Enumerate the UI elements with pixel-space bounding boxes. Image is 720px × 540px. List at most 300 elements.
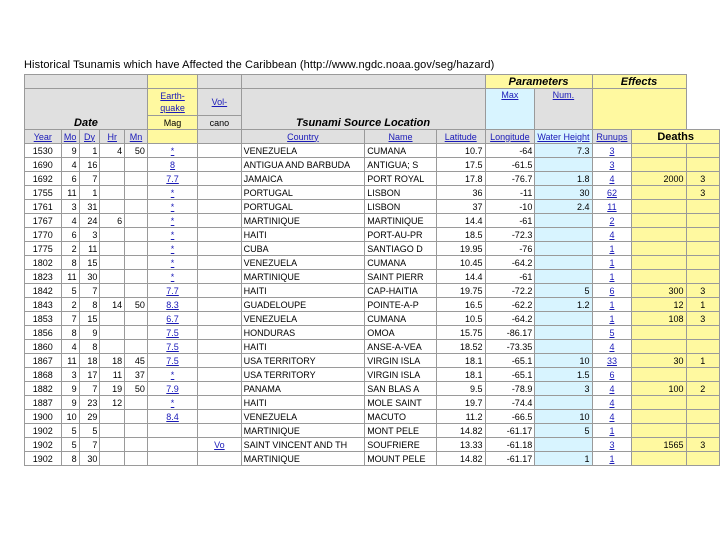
- cell-deaths-de: [686, 200, 719, 214]
- cell-year: 1530: [25, 144, 62, 158]
- cell-year: 1853: [25, 312, 62, 326]
- cell-vol-link: [198, 410, 241, 424]
- col-hr[interactable]: Hr: [100, 130, 125, 144]
- cell-longitude: -61.18: [485, 438, 535, 452]
- col-country[interactable]: Country: [241, 130, 365, 144]
- cell-mn: [125, 186, 148, 200]
- table-row: [25, 242, 720, 256]
- cell-country: GUADELOUPE: [241, 298, 365, 312]
- cell-year: 1843: [25, 298, 62, 312]
- cell-water-height: 3: [535, 382, 592, 396]
- table-row: [25, 158, 720, 172]
- col-latitude[interactable]: Latitude: [436, 130, 485, 144]
- cell-longitude: -76.7: [485, 172, 535, 186]
- cell-year: 1902: [25, 424, 62, 438]
- cell-deaths-num: [632, 214, 686, 228]
- cell-water-height: [535, 228, 592, 242]
- cell-year: 1868: [25, 368, 62, 382]
- cell-mn: 37: [125, 368, 148, 382]
- cell-mag-link[interactable]: *: [147, 200, 197, 214]
- cell-deaths-de: [686, 326, 719, 340]
- cell-runups-link[interactable]: 1: [592, 312, 632, 326]
- header-deaths: Deaths: [632, 130, 720, 144]
- col-vol-blank: [198, 130, 241, 144]
- cell-hr: [100, 270, 125, 284]
- cell-runups-link[interactable]: 1: [592, 424, 632, 438]
- cell-hr: 18: [100, 354, 125, 368]
- cell-mo: 4: [61, 214, 79, 228]
- cell-name: MONT PELE: [365, 424, 437, 438]
- cell-deaths-de: [686, 368, 719, 382]
- table-row: [25, 200, 720, 214]
- cell-mo: 10: [61, 410, 79, 424]
- cell-mag-link[interactable]: *: [147, 368, 197, 382]
- cell-mag-link[interactable]: *: [147, 228, 197, 242]
- cell-country: MARTINIQUE: [241, 452, 365, 466]
- cell-deaths-de: [686, 410, 719, 424]
- cell-dy: 1: [79, 186, 100, 200]
- cell-dy: 15: [79, 312, 100, 326]
- cell-hr: [100, 340, 125, 354]
- cell-hr: 14: [100, 298, 125, 312]
- cell-mag-link[interactable]: 7.9: [147, 382, 197, 396]
- cell-hr: [100, 438, 125, 452]
- cell-dy: 16: [79, 158, 100, 172]
- cell-runups-link[interactable]: 11: [592, 200, 632, 214]
- cell-dy: 23: [79, 396, 100, 410]
- cell-year: 1770: [25, 228, 62, 242]
- cell-longitude: -66.5: [485, 410, 535, 424]
- cell-longitude: -11: [485, 186, 535, 200]
- cell-deaths-num: [632, 144, 686, 158]
- cell-runups-link[interactable]: 5: [592, 326, 632, 340]
- cell-runups-link[interactable]: 1: [592, 256, 632, 270]
- cell-dy: 29: [79, 410, 100, 424]
- col-mn[interactable]: Mn: [125, 130, 148, 144]
- cell-country: HAITI: [241, 340, 365, 354]
- cell-runups-link[interactable]: 4: [592, 340, 632, 354]
- cell-deaths-de: [686, 144, 719, 158]
- cell-deaths-de: [686, 256, 719, 270]
- cell-deaths-num: [632, 228, 686, 242]
- cell-country: MARTINIQUE: [241, 270, 365, 284]
- cell-name: MOUNT PELE: [365, 452, 437, 466]
- cell-latitude: 14.4: [436, 214, 485, 228]
- cell-name: MACUTO: [365, 410, 437, 424]
- cell-deaths-de: 2: [686, 382, 719, 396]
- cell-mn: [125, 396, 148, 410]
- cell-mo: 2: [61, 242, 79, 256]
- cell-latitude: 19.7: [436, 396, 485, 410]
- cell-year: 1856: [25, 326, 62, 340]
- header-source-location: Tsunami Source Location: [241, 89, 485, 130]
- header-blank-date: [25, 75, 148, 89]
- cell-water-height: 5: [535, 424, 592, 438]
- header-num-link[interactable]: Num.: [535, 89, 592, 130]
- cell-year: 1860: [25, 340, 62, 354]
- cell-latitude: 10.5: [436, 312, 485, 326]
- cell-longitude: -65.1: [485, 354, 535, 368]
- cell-country: HONDURAS: [241, 326, 365, 340]
- cell-latitude: 13.33: [436, 438, 485, 452]
- cell-hr: [100, 158, 125, 172]
- header-parameters: Parameters: [485, 75, 592, 89]
- cell-mag-link[interactable]: *: [147, 186, 197, 200]
- cell-mag-link[interactable]: 7.5: [147, 340, 197, 354]
- table-row: [25, 298, 720, 312]
- header-volcano-link[interactable]: Vol-: [198, 89, 241, 116]
- cell-runups-link[interactable]: 4: [592, 228, 632, 242]
- cell-deaths-num: [632, 158, 686, 172]
- cell-mag-link[interactable]: 6.7: [147, 312, 197, 326]
- table-row: [25, 410, 720, 424]
- cell-country: HAITI: [241, 396, 365, 410]
- cell-mn: [125, 200, 148, 214]
- cell-runups-link[interactable]: 1: [592, 452, 632, 466]
- table-row: [25, 438, 720, 452]
- cell-year: 1823: [25, 270, 62, 284]
- cell-mag-link[interactable]: 7.7: [147, 172, 197, 186]
- cell-mag-link[interactable]: *: [147, 214, 197, 228]
- cell-mag-link[interactable]: *: [147, 256, 197, 270]
- cell-water-height: [535, 396, 592, 410]
- cell-latitude: 18.1: [436, 354, 485, 368]
- cell-longitude: -86.17: [485, 326, 535, 340]
- cell-mag-link[interactable]: *: [147, 242, 197, 256]
- cell-hr: [100, 424, 125, 438]
- cell-dy: 8: [79, 298, 100, 312]
- cell-deaths-num: [632, 340, 686, 354]
- cell-water-height: [535, 242, 592, 256]
- cell-mn: 50: [125, 144, 148, 158]
- cell-deaths-de: [686, 424, 719, 438]
- cell-mo: 3: [61, 368, 79, 382]
- header-blank-location: [241, 75, 485, 89]
- table-row: [25, 270, 720, 284]
- cell-latitude: 14.4: [436, 270, 485, 284]
- cell-deaths-num: [632, 424, 686, 438]
- cell-dy: 9: [79, 326, 100, 340]
- cell-country: MARTINIQUE: [241, 214, 365, 228]
- cell-longitude: -61.5: [485, 158, 535, 172]
- cell-mn: [125, 326, 148, 340]
- cell-latitude: 10.7: [436, 144, 485, 158]
- cell-mn: [125, 312, 148, 326]
- cell-mag-link[interactable]: *: [147, 396, 197, 410]
- cell-hr: 6: [100, 214, 125, 228]
- cell-mo: 11: [61, 186, 79, 200]
- cell-mn: 45: [125, 354, 148, 368]
- cell-runups-link[interactable]: 4: [592, 396, 632, 410]
- header-effects: Effects: [592, 75, 686, 89]
- cell-vol-link: [198, 326, 241, 340]
- header-effects-blank: [592, 89, 686, 130]
- cell-runups-link[interactable]: 4: [592, 410, 632, 424]
- cell-hr: [100, 256, 125, 270]
- col-name[interactable]: Name: [365, 130, 437, 144]
- cell-runups-link[interactable]: 1: [592, 242, 632, 256]
- cell-year: 1900: [25, 410, 62, 424]
- cell-vol-link: [198, 144, 241, 158]
- cell-hr: [100, 242, 125, 256]
- cell-mag-link[interactable]: 8.3: [147, 298, 197, 312]
- cell-deaths-num: 12: [632, 298, 686, 312]
- cell-country: CUBA: [241, 242, 365, 256]
- cell-mn: 50: [125, 382, 148, 396]
- cell-country: MARTINIQUE: [241, 424, 365, 438]
- cell-year: 1902: [25, 452, 62, 466]
- cell-name: PORT-AU-PR: [365, 228, 437, 242]
- cell-water-height: [535, 158, 592, 172]
- cell-name: SAINT PIERR: [365, 270, 437, 284]
- cell-vol-link: [198, 270, 241, 284]
- cell-mag-link: [147, 438, 197, 452]
- table-row: [25, 368, 720, 382]
- cell-mag-link[interactable]: 8: [147, 158, 197, 172]
- cell-vol-link: [198, 200, 241, 214]
- cell-vol-link: [198, 172, 241, 186]
- cell-vol-link: [198, 382, 241, 396]
- table-row: [25, 326, 720, 340]
- cell-longitude: -10: [485, 200, 535, 214]
- cell-name: SOUFRIERE: [365, 438, 437, 452]
- cell-deaths-de: 3: [686, 438, 719, 452]
- cell-runups-link[interactable]: 3: [592, 438, 632, 452]
- cell-runups-link[interactable]: 4: [592, 382, 632, 396]
- cell-mn: [125, 270, 148, 284]
- cell-runups-link[interactable]: 1: [592, 298, 632, 312]
- cell-runups-link[interactable]: 62: [592, 186, 632, 200]
- cell-hr: [100, 186, 125, 200]
- cell-hr: [100, 200, 125, 214]
- cell-dy: 24: [79, 214, 100, 228]
- cell-year: 1692: [25, 172, 62, 186]
- cell-country: PORTUGAL: [241, 186, 365, 200]
- header-date: Date: [25, 89, 148, 130]
- cell-latitude: 14.82: [436, 452, 485, 466]
- cell-dy: 8: [79, 340, 100, 354]
- cell-latitude: 18.52: [436, 340, 485, 354]
- cell-hr: 19: [100, 382, 125, 396]
- cell-hr: 4: [100, 144, 125, 158]
- cell-year: 1882: [25, 382, 62, 396]
- cell-year: 1761: [25, 200, 62, 214]
- cell-hr: [100, 228, 125, 242]
- cell-dy: 7: [79, 284, 100, 298]
- cell-deaths-de: [686, 214, 719, 228]
- table-row: [25, 228, 720, 242]
- cell-latitude: 14.82: [436, 424, 485, 438]
- col-mo[interactable]: Mo: [61, 130, 79, 144]
- col-runups[interactable]: Runups: [592, 130, 632, 144]
- header-volcano-cano: cano: [198, 116, 241, 130]
- cell-year: 1902: [25, 438, 62, 452]
- cell-year: 1842: [25, 284, 62, 298]
- cell-water-height: [535, 312, 592, 326]
- cell-mag-link[interactable]: 7.7: [147, 284, 197, 298]
- cell-dy: 3: [79, 228, 100, 242]
- cell-country: PORTUGAL: [241, 200, 365, 214]
- cell-year: 1755: [25, 186, 62, 200]
- cell-runups-link[interactable]: 3: [592, 144, 632, 158]
- cell-vol-link: [198, 340, 241, 354]
- table-row: [25, 452, 720, 466]
- cell-runups-link[interactable]: 3: [592, 158, 632, 172]
- cell-mag-link: [147, 452, 197, 466]
- cell-latitude: 9.5: [436, 382, 485, 396]
- cell-mo: 4: [61, 340, 79, 354]
- cell-vol-link: [198, 354, 241, 368]
- cell-country: ANTIGUA AND BARBUDA: [241, 158, 365, 172]
- cell-mn: [125, 158, 148, 172]
- cell-dy: 7: [79, 438, 100, 452]
- cell-water-height: [535, 214, 592, 228]
- cell-water-height: [535, 270, 592, 284]
- table-row: [25, 382, 720, 396]
- table-row: [25, 144, 720, 158]
- cell-runups-link[interactable]: 1: [592, 270, 632, 284]
- cell-year: 1690: [25, 158, 62, 172]
- cell-water-height: 1.8: [535, 172, 592, 186]
- cell-name: LISBON: [365, 200, 437, 214]
- cell-longitude: -72.3: [485, 228, 535, 242]
- col-dy[interactable]: Dy: [79, 130, 100, 144]
- cell-vol-link: [198, 214, 241, 228]
- cell-longitude: -65.1: [485, 368, 535, 382]
- col-water-height[interactable]: Water Height: [535, 130, 592, 144]
- cell-vol-link: [198, 228, 241, 242]
- col-longitude[interactable]: Longitude: [485, 130, 535, 144]
- sheet-title: Historical Tsunamis which have Affected the Caribbean (http://www.ngdc.noaa.gov/seg/hazard): [24, 59, 495, 71]
- cell-latitude: 18.1: [436, 368, 485, 382]
- cell-vol-link: [198, 368, 241, 382]
- table-row: [25, 354, 720, 368]
- table-row: [25, 312, 720, 326]
- cell-dy: 30: [79, 270, 100, 284]
- cell-vol-link: [198, 424, 241, 438]
- cell-dy: 17: [79, 368, 100, 382]
- cell-dy: 11: [79, 242, 100, 256]
- cell-mo: 5: [61, 424, 79, 438]
- cell-hr: [100, 452, 125, 466]
- cell-name: SAN BLAS A: [365, 382, 437, 396]
- cell-latitude: 37: [436, 200, 485, 214]
- cell-latitude: 10.45: [436, 256, 485, 270]
- header-blank-vol: [198, 75, 241, 89]
- cell-country: PANAMA: [241, 382, 365, 396]
- cell-country: USA TERRITORY: [241, 368, 365, 382]
- cell-runups-link[interactable]: 6: [592, 368, 632, 382]
- cell-mag-link[interactable]: 8.4: [147, 410, 197, 424]
- cell-mag-link[interactable]: *: [147, 270, 197, 284]
- cell-country: VENEZUELA: [241, 144, 365, 158]
- cell-vol-link: [198, 312, 241, 326]
- cell-deaths-num: [632, 396, 686, 410]
- cell-deaths-num: [632, 270, 686, 284]
- cell-runups-link[interactable]: 4: [592, 172, 632, 186]
- cell-hr: [100, 410, 125, 424]
- cell-mo: 4: [61, 158, 79, 172]
- cell-water-height: 2.4: [535, 200, 592, 214]
- cell-mo: 3: [61, 200, 79, 214]
- cell-vol-link: [198, 452, 241, 466]
- cell-deaths-num: [632, 200, 686, 214]
- cell-deaths-de: 1: [686, 298, 719, 312]
- cell-water-height: 10: [535, 410, 592, 424]
- cell-name: CUMANA: [365, 144, 437, 158]
- cell-mn: [125, 242, 148, 256]
- cell-dy: 5: [79, 424, 100, 438]
- cell-mag-link[interactable]: 7.5: [147, 354, 197, 368]
- col-year[interactable]: Year: [25, 130, 62, 144]
- cell-mn: [125, 452, 148, 466]
- cell-longitude: -61.17: [485, 452, 535, 466]
- cell-mo: 5: [61, 438, 79, 452]
- cell-deaths-num: 100: [632, 382, 686, 396]
- cell-longitude: -74.4: [485, 396, 535, 410]
- cell-mo: 5: [61, 284, 79, 298]
- cell-mo: 11: [61, 270, 79, 284]
- cell-runups-link[interactable]: 33: [592, 354, 632, 368]
- cell-longitude: -64: [485, 144, 535, 158]
- cell-year: 1867: [25, 354, 62, 368]
- cell-vol-link[interactable]: Vo: [198, 438, 241, 452]
- cell-latitude: 15.75: [436, 326, 485, 340]
- cell-country: VENEZUELA: [241, 312, 365, 326]
- cell-mag-link[interactable]: *: [147, 144, 197, 158]
- cell-runups-link[interactable]: 6: [592, 284, 632, 298]
- cell-name: MOLE SAINT: [365, 396, 437, 410]
- header-earthquake-link[interactable]: Earth-quake: [147, 89, 197, 116]
- cell-longitude: -61: [485, 214, 535, 228]
- cell-dy: 7: [79, 382, 100, 396]
- cell-mn: [125, 410, 148, 424]
- cell-name: POINTE-A-P: [365, 298, 437, 312]
- cell-latitude: 36: [436, 186, 485, 200]
- cell-hr: [100, 172, 125, 186]
- cell-hr: 11: [100, 368, 125, 382]
- cell-mn: [125, 172, 148, 186]
- cell-water-height: [535, 340, 592, 354]
- cell-mo: 7: [61, 312, 79, 326]
- cell-mag-link[interactable]: 7.5: [147, 326, 197, 340]
- cell-country: USA TERRITORY: [241, 354, 365, 368]
- cell-mn: [125, 256, 148, 270]
- cell-name: ANTIGUA; S: [365, 158, 437, 172]
- cell-deaths-de: [686, 228, 719, 242]
- cell-deaths-num: [632, 256, 686, 270]
- cell-longitude: -76: [485, 242, 535, 256]
- cell-runups-link[interactable]: 2: [592, 214, 632, 228]
- cell-deaths-de: 3: [686, 312, 719, 326]
- cell-name: OMOA: [365, 326, 437, 340]
- cell-dy: 1: [79, 144, 100, 158]
- cell-country: JAMAICA: [241, 172, 365, 186]
- cell-mo: 9: [61, 396, 79, 410]
- cell-dy: 30: [79, 452, 100, 466]
- cell-name: CAP-HAITIA: [365, 284, 437, 298]
- cell-vol-link: [198, 396, 241, 410]
- cell-hr: [100, 326, 125, 340]
- header-max-link[interactable]: Max: [485, 89, 535, 130]
- cell-latitude: 19.95: [436, 242, 485, 256]
- cell-longitude: -78.9: [485, 382, 535, 396]
- cell-name: ANSE-A-VEA: [365, 340, 437, 354]
- cell-latitude: 17.5: [436, 158, 485, 172]
- table-row: [25, 424, 720, 438]
- cell-water-height: 1.5: [535, 368, 592, 382]
- cell-deaths-num: 300: [632, 284, 686, 298]
